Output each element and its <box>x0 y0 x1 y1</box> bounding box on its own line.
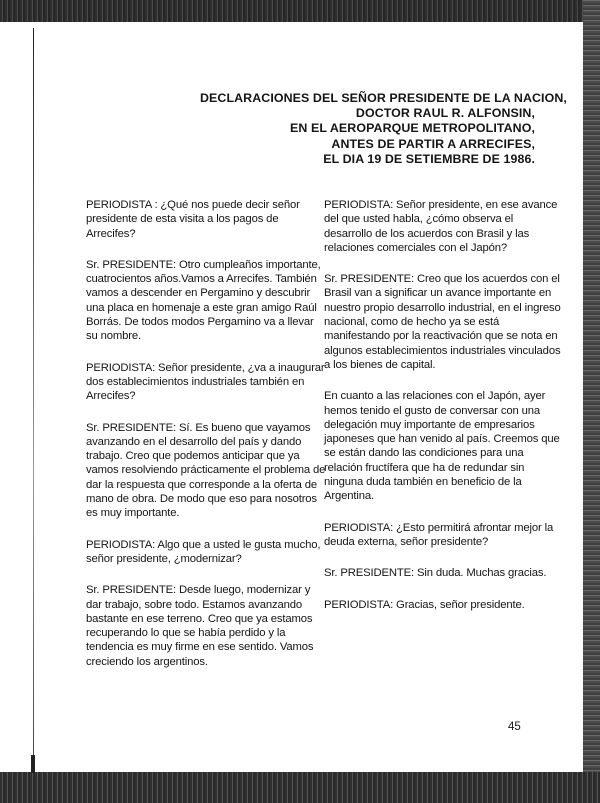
paragraph: PERIODISTA: Algo que a usted le gusta mucho, señor presidente, ¿modernizar? <box>86 538 321 565</box>
scan-edge-right <box>583 0 600 803</box>
heading-line: EN EL AEROPARQUE METROPOLITANO, <box>290 121 535 136</box>
scan-edge-left <box>33 28 34 768</box>
left-column <box>86 198 326 686</box>
scan-edge-top <box>0 0 600 22</box>
paragraph: PERIODISTA: Señor presidente, en ese avance del que usted habla, ¿cómo observa el desarrollo de los acuerdos con Brasil y las relaciones comerciales con el Japón? <box>324 199 558 254</box>
heading-line: ANTES DE PARTIR A ARRECIFES, <box>331 136 535 151</box>
paragraph: PERIODISTA: ¿Esto permitirá afrontar mejor la deuda externa, señor presidente? <box>324 521 554 548</box>
paragraph: Sr. PRESIDENTE: Creo que los acuerdos con el Brasil van a significar un avance importante en nuestro propio desarrollo industrial, en el ingreso nacional, como de hecho ya se está manifestando por la reactivación que se nota en algunos establecimientos industriales vinculados a los bienes de capital. <box>324 273 561 371</box>
paragraph: PERIODISTA: Señor presidente, ¿va a inaugurar dos establecimientos industriales también en Arrecifes? <box>86 361 325 403</box>
heading-line: DECLARACIONES DEL SEÑOR PRESIDENTE DE LA NACION, <box>200 91 567 105</box>
paragraph: PERIODISTA : ¿Qué nos puede decir señor presidente de esta visita a los pagos de Arrecifes? <box>86 199 300 240</box>
scan-mark <box>31 755 35 773</box>
paragraph: Sr. PRESIDENTE: Sí. Es bueno que vayamos avanzando en el desarrollo del país y dando trabajo. Creo que podemos anticipar que ya vamos resolviendo prácticamente el problema de dar la respuesta que corresponde a la oferta de mano de obra. De modo que eso para nosotros es muy importante. <box>86 421 326 520</box>
paragraph: En cuanto a las relaciones con el Japón, ayer hemos tenido el gusto de conversar con una delegación muy importante de empresarios japoneses que han venido al país. Creemos que se están dando las condiciones para una relación fructífera que ha de redundar sin ninguna duda también en beneficio de la Argentina. <box>324 390 560 503</box>
heading-line: DOCTOR RAUL R. ALFONSIN, <box>355 106 535 121</box>
paragraph: Sr. PRESIDENTE: Otro cumpleaños importante, cuatrocientos años.Vamos a Arrecifes. También vamos a descender en Pergamino y descubrir una placa en homenaje a este gran amigo Raúl Borrás. De todos modos Pergamino va a llevar su nombre. <box>86 258 321 343</box>
paragraph: Sr. PRESIDENTE: Desde luego, modernizar y dar trabajo, sobre todo. Estamos avanzando bastante en ese terreno. Creo que ya estamos recuperando lo que se había perdido y la tendencia es muy firme en ese sentido. Vamos creciendo los argentinos. <box>86 584 314 668</box>
right-column <box>324 198 564 629</box>
page-number: 45 <box>508 721 521 733</box>
document-heading <box>200 91 567 167</box>
heading-line: EL DIA 19 DE SETIEMBRE DE 1986. <box>323 151 535 166</box>
paragraph: Sr. PRESIDENTE: Sin duda. Muchas gracias. <box>324 567 547 580</box>
paragraph: PERIODISTA: Gracias, señor presidente. <box>324 598 525 611</box>
scan-edge-bottom <box>0 772 600 803</box>
